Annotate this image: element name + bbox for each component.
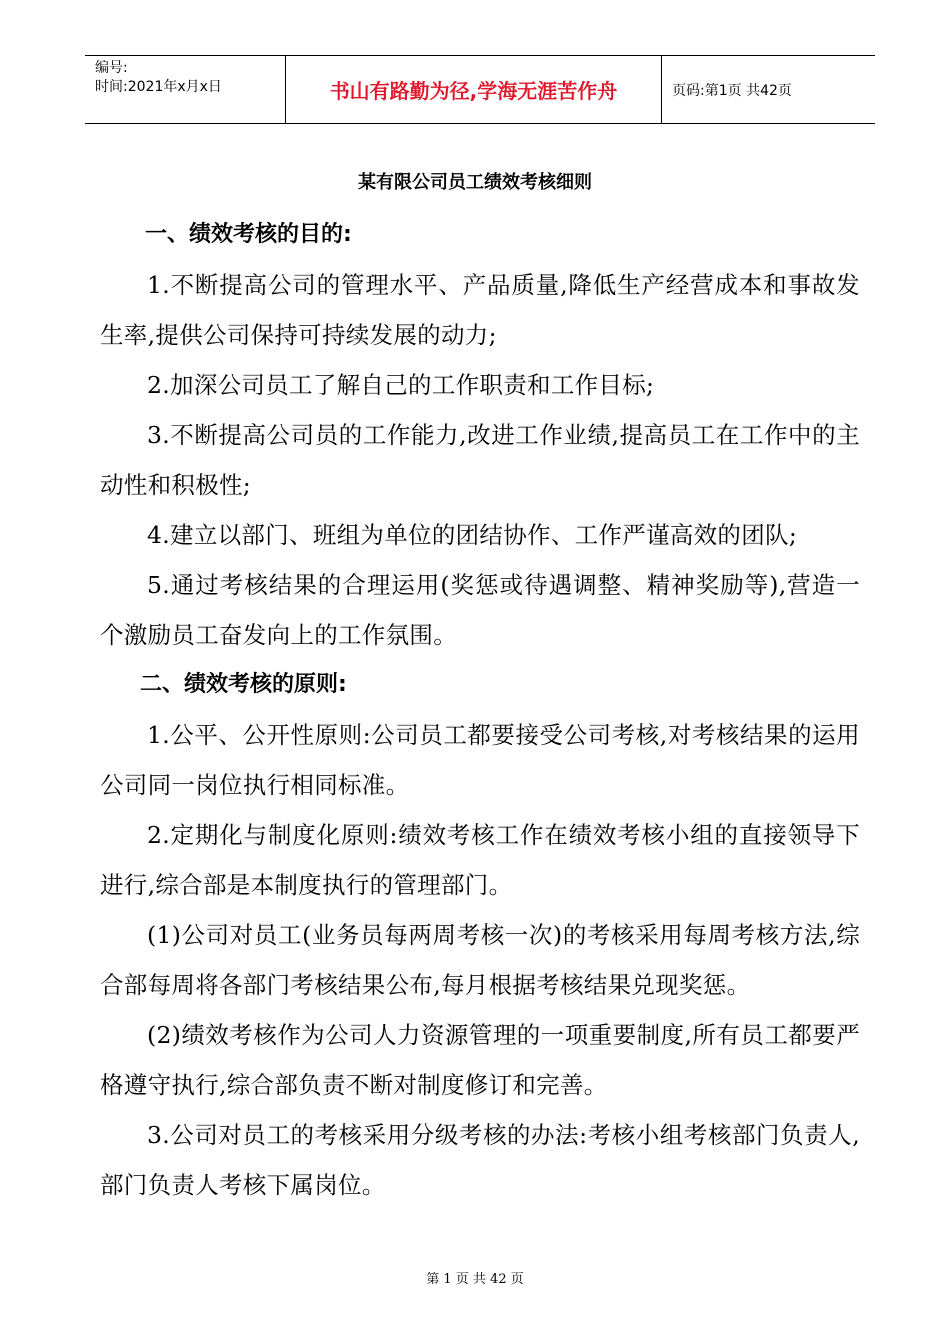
header-page-info: 页码:第1页 共42页 xyxy=(672,82,792,99)
paragraph: 2.加深公司员工了解自己的工作职责和工作目标; xyxy=(147,371,655,399)
paragraph: (1)公司对员工(业务员每两周考核一次)的考核采用每周考核方法,综合部每周将各部门考核结果公布,每月根据考核结果兑现奖惩。 xyxy=(100,921,860,999)
paragraph: 3.不断提高公司员的工作能力,改进工作业绩,提高员工在工作中的主动性和积极性; xyxy=(100,421,860,499)
number-label: 编号: xyxy=(95,60,128,76)
document-body xyxy=(100,210,860,1210)
paragraph: 1.不断提高公司的管理水平、产品质量,降低生产经营成本和事故发生率,提供公司保持可持续发展的动力; xyxy=(100,271,860,349)
page-header xyxy=(85,55,875,124)
time-label: 时间:2021年x月x日 xyxy=(95,79,222,95)
paragraph: 4.建立以部门、班组为单位的团结协作、工作严谨高效的团队; xyxy=(147,521,798,549)
document-title: 某有限公司员工绩效考核细则 xyxy=(358,172,592,193)
page-footer: 第 1 页 共 42 页 xyxy=(426,1272,524,1287)
paragraph: (2)绩效考核作为公司人力资源管理的一项重要制度,所有员工都要严格遵守执行,综合部负责不断对制度修订和完善。 xyxy=(100,1021,860,1099)
header-motto: 书山有路勤为径,学海无涯苦作舟 xyxy=(285,56,662,123)
paragraph: 5.通过考核结果的合理运用(奖惩或待遇调整、精神奖励等),营造一个激励员工奋发向上的工作氛围。 xyxy=(100,571,860,649)
section-heading-purpose: 一、绩效考核的目的: xyxy=(145,222,352,247)
header-meta xyxy=(85,56,285,123)
paragraph: 2.定期化与制度化原则:绩效考核工作在绩效考核小组的直接领导下进行,综合部是本制度执行的管理部门。 xyxy=(100,821,860,899)
paragraph: 1.公平、公开性原则:公司员工都要接受公司考核,对考核结果的运用公司同一岗位执行相同标准。 xyxy=(100,721,860,799)
section-heading-principles: 二、绩效考核的原则: xyxy=(140,672,347,697)
paragraph: 3.公司对员工的考核采用分级考核的办法:考核小组考核部门负责人,部门负责人考核下属岗位。 xyxy=(100,1121,860,1199)
